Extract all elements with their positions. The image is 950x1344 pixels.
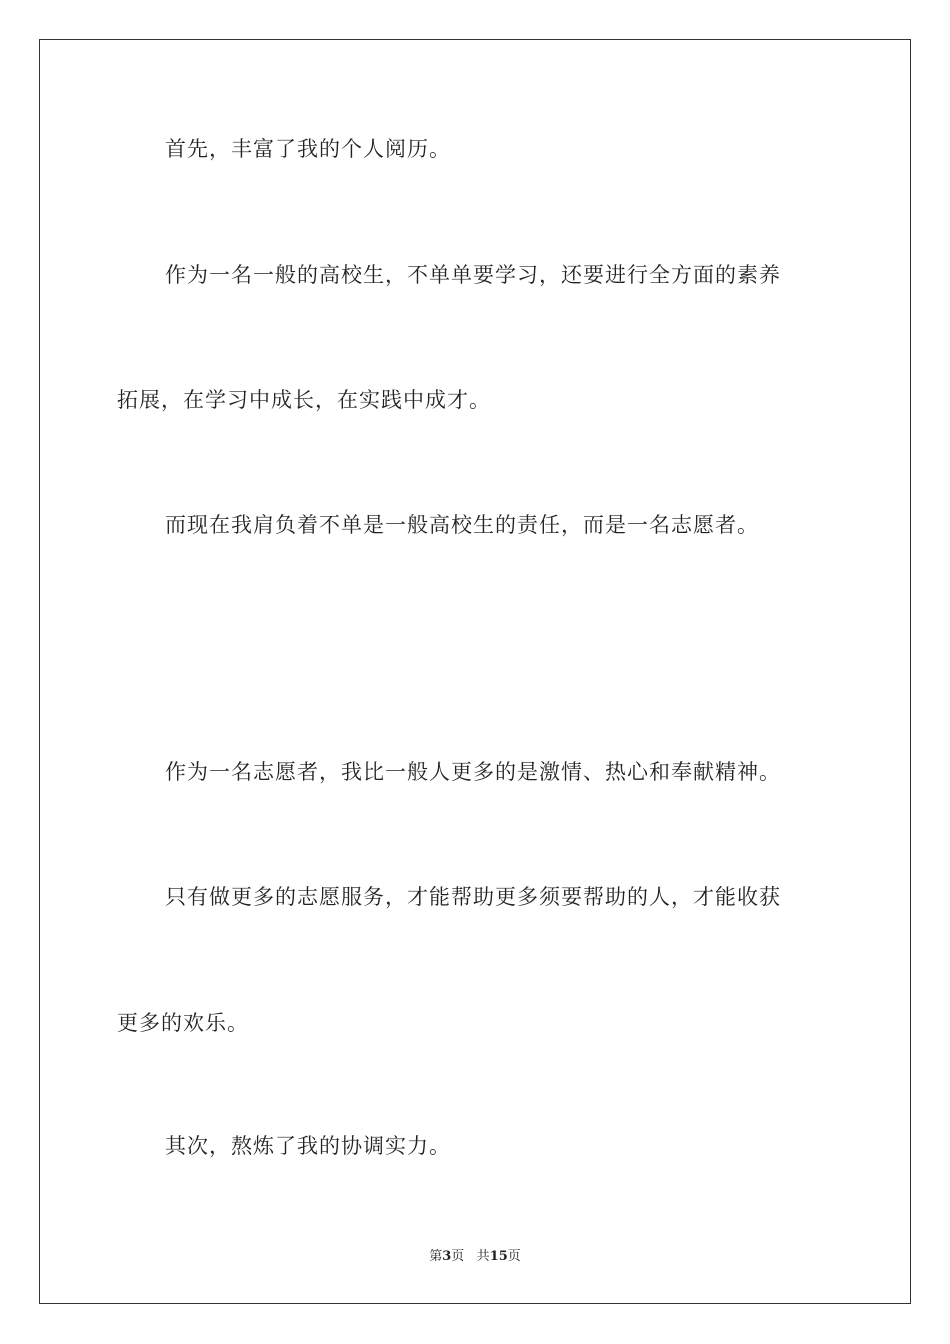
paragraph-line: 其次，熬炼了我的协调实力。 [165, 1134, 451, 1158]
page-border [39, 39, 911, 1304]
total-page-count: 15 [489, 1249, 508, 1264]
paragraph-line: 作为一名志愿者，我比一般人更多的是激情、热心和奉献精神。 [165, 760, 781, 784]
footer-total-prefix: 共 [476, 1249, 490, 1264]
current-page-number: 3 [442, 1249, 452, 1264]
paragraph-line: 拓展，在学习中成长，在实践中成才。 [117, 388, 491, 412]
paragraph-line: 首先，丰富了我的个人阅历。 [165, 137, 451, 161]
paragraph-line: 只有做更多的志愿服务，才能帮助更多须要帮助的人，才能收获 [165, 885, 781, 909]
paragraph-line: 更多的欢乐。 [117, 1011, 249, 1035]
paragraph-line: 作为一名一般的高校生，不单单要学习，还要进行全方面的素养 [165, 263, 781, 287]
footer-total-suffix: 页 [507, 1249, 521, 1264]
footer-prefix: 第 [429, 1249, 443, 1264]
page-footer [0, 1248, 950, 1266]
footer-page-suffix: 页 [451, 1249, 465, 1264]
paragraph-line: 而现在我肩负着不单是一般高校生的责任，而是一名志愿者。 [165, 513, 759, 537]
